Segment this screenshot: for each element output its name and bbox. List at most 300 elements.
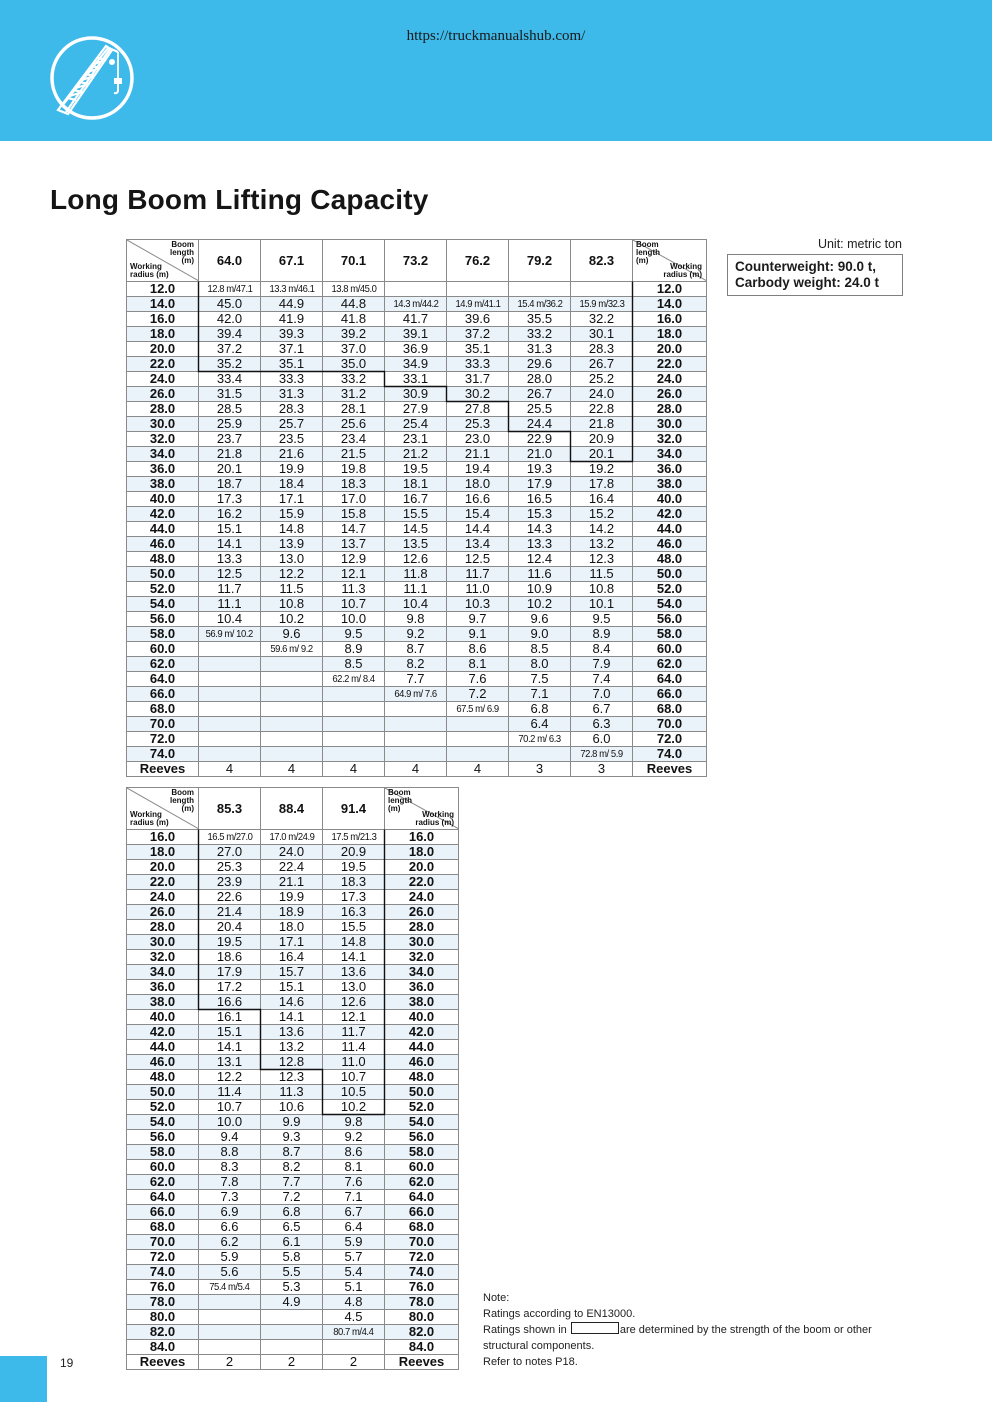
table-row bbox=[127, 1295, 459, 1310]
page-title: Long Boom Lifting Capacity bbox=[50, 184, 429, 215]
table-row bbox=[127, 1190, 459, 1205]
table-row bbox=[127, 1340, 459, 1355]
capacity-cell: 10.4 bbox=[199, 612, 261, 627]
table-row bbox=[127, 1175, 459, 1190]
capacity-cell: 7.5 bbox=[509, 672, 571, 687]
capacity-cell: 10.5 bbox=[323, 1085, 385, 1100]
working-radius-cell: 66.0 bbox=[633, 687, 707, 702]
capacity-cell bbox=[199, 1325, 261, 1340]
working-radius-cell: 82.0 bbox=[385, 1325, 459, 1340]
capacity-cell: 12.5 bbox=[447, 552, 509, 567]
boom-length-header: 91.4 bbox=[323, 788, 385, 830]
capacity-cell: 14.7 bbox=[323, 522, 385, 537]
capacity-cell: 35.2 bbox=[199, 357, 261, 372]
capacity-cell: 11.3 bbox=[261, 1085, 323, 1100]
capacity-cell bbox=[199, 717, 261, 732]
capacity-cell: 7.2 bbox=[261, 1190, 323, 1205]
crane-icon bbox=[46, 34, 138, 122]
capacity-cell: 24.0 bbox=[261, 845, 323, 860]
capacity-cell: 18.9 bbox=[261, 905, 323, 920]
capacity-cell: 4.5 bbox=[323, 1310, 385, 1325]
table-row bbox=[127, 447, 707, 462]
table-row bbox=[127, 612, 707, 627]
capacity-cell: 19.2 bbox=[571, 462, 633, 477]
min-radius-capacity: 75.4 m/5.4 bbox=[209, 1281, 250, 1293]
reeves-cell: 2 bbox=[199, 1355, 261, 1370]
capacity-cell: 18.0 bbox=[261, 920, 323, 935]
capacity-cell: 30.9 bbox=[385, 387, 447, 402]
table-row bbox=[127, 282, 707, 297]
table-row bbox=[127, 522, 707, 537]
capacity-cell bbox=[509, 732, 571, 747]
capacity-cell: 5.6 bbox=[199, 1265, 261, 1280]
capacity-cell bbox=[199, 747, 261, 762]
working-radius-cell: 42.0 bbox=[127, 507, 199, 522]
corner-header-right bbox=[385, 788, 459, 830]
table-row bbox=[127, 642, 707, 657]
working-radius-cell: 58.0 bbox=[127, 627, 199, 642]
capacity-cell bbox=[323, 1340, 385, 1355]
boom-length-header: 79.2 bbox=[509, 240, 571, 282]
capacity-cell: 14.8 bbox=[261, 522, 323, 537]
capacity-cell: 13.9 bbox=[261, 537, 323, 552]
capacity-cell bbox=[261, 282, 323, 297]
table-row bbox=[127, 1235, 459, 1250]
capacity-cell: 7.7 bbox=[261, 1175, 323, 1190]
working-radius-label: Working radius (m) bbox=[663, 262, 702, 279]
capacity-cell: 12.2 bbox=[261, 567, 323, 582]
carbody-weight-text: Carbody weight: 24.0 t bbox=[735, 275, 880, 290]
capacity-cell: 6.4 bbox=[509, 717, 571, 732]
capacity-cell bbox=[323, 732, 385, 747]
working-radius-cell: 44.0 bbox=[385, 1040, 459, 1055]
table-row bbox=[127, 1115, 459, 1130]
capacity-cell: 32.2 bbox=[571, 312, 633, 327]
capacity-cell bbox=[323, 672, 385, 687]
weight-box bbox=[727, 254, 903, 296]
table-row bbox=[127, 507, 707, 522]
capacity-cell: 26.7 bbox=[571, 357, 633, 372]
capacity-cell: 9.6 bbox=[509, 612, 571, 627]
capacity-cell: 16.4 bbox=[261, 950, 323, 965]
working-radius-cell: 80.0 bbox=[127, 1310, 199, 1325]
working-radius-cell: 80.0 bbox=[385, 1310, 459, 1325]
boom-length-label: Boom length (m) bbox=[170, 240, 194, 265]
capacity-cell: 36.9 bbox=[385, 342, 447, 357]
capacity-cell: 21.2 bbox=[385, 447, 447, 462]
capacity-cell: 13.4 bbox=[447, 537, 509, 552]
capacity-cell: 7.0 bbox=[571, 687, 633, 702]
capacity-cell: 8.2 bbox=[261, 1160, 323, 1175]
capacity-cell bbox=[199, 1310, 261, 1325]
working-radius-cell: 56.0 bbox=[633, 612, 707, 627]
capacity-cell bbox=[261, 830, 323, 845]
page-number: 19 bbox=[60, 1356, 74, 1370]
capacity-cell: 27.8 bbox=[447, 402, 509, 417]
capacity-cell: 45.0 bbox=[199, 297, 261, 312]
counterweight-text: Counterweight: 90.0 t, bbox=[735, 259, 877, 274]
notes bbox=[483, 1290, 923, 1370]
capacity-cell: 18.3 bbox=[323, 875, 385, 890]
capacity-cell bbox=[509, 282, 571, 297]
capacity-cell: 28.0 bbox=[509, 372, 571, 387]
working-radius-cell: 50.0 bbox=[127, 567, 199, 582]
capacity-cell: 14.8 bbox=[323, 935, 385, 950]
capacity-cell: 21.6 bbox=[261, 447, 323, 462]
table-row bbox=[127, 1100, 459, 1115]
working-radius-cell: 12.0 bbox=[127, 282, 199, 297]
table-row bbox=[127, 980, 459, 995]
capacity-cell: 5.9 bbox=[323, 1235, 385, 1250]
capacity-cell: 9.5 bbox=[323, 627, 385, 642]
working-radius-cell: 58.0 bbox=[633, 627, 707, 642]
capacity-cell: 19.5 bbox=[199, 935, 261, 950]
table-row bbox=[127, 597, 707, 612]
capacity-cell: 6.0 bbox=[571, 732, 633, 747]
working-radius-cell: 34.0 bbox=[385, 965, 459, 980]
capacity-cell: 15.5 bbox=[323, 920, 385, 935]
reeves-label: Reeves bbox=[633, 762, 707, 777]
capacity-cell: 9.0 bbox=[509, 627, 571, 642]
reeves-cell: 4 bbox=[199, 762, 261, 777]
reeves-label: Reeves bbox=[385, 1355, 459, 1370]
capacity-cell bbox=[261, 1325, 323, 1340]
capacity-cell: 37.2 bbox=[447, 327, 509, 342]
reeves-cell: 4 bbox=[447, 762, 509, 777]
capacity-cell bbox=[385, 687, 447, 702]
capacity-cell: 6.8 bbox=[261, 1205, 323, 1220]
min-radius-capacity: 14.3 m/44.2 bbox=[393, 298, 438, 310]
working-radius-cell: 26.0 bbox=[633, 387, 707, 402]
capacity-cell: 15.1 bbox=[199, 522, 261, 537]
capacity-cell: 12.4 bbox=[509, 552, 571, 567]
capacity-cell: 11.3 bbox=[323, 582, 385, 597]
reeves-cell: 4 bbox=[261, 762, 323, 777]
table-row bbox=[127, 995, 459, 1010]
capacity-cell: 25.7 bbox=[261, 417, 323, 432]
working-radius-cell: 48.0 bbox=[633, 552, 707, 567]
working-radius-cell: 50.0 bbox=[127, 1085, 199, 1100]
table-row bbox=[127, 950, 459, 965]
capacity-cell: 33.3 bbox=[261, 372, 323, 387]
capacity-cell: 19.4 bbox=[447, 462, 509, 477]
working-radius-cell: 54.0 bbox=[633, 597, 707, 612]
working-radius-cell: 40.0 bbox=[127, 492, 199, 507]
capacity-cell: 22.4 bbox=[261, 860, 323, 875]
working-radius-cell: 20.0 bbox=[127, 860, 199, 875]
capacity-cell: 25.3 bbox=[199, 860, 261, 875]
capacity-cell: 10.2 bbox=[261, 612, 323, 627]
working-radius-cell: 52.0 bbox=[127, 582, 199, 597]
capacity-cell bbox=[447, 282, 509, 297]
min-radius-capacity: 17.5 m/21.3 bbox=[331, 831, 376, 843]
capacity-cell bbox=[385, 282, 447, 297]
capacity-cell: 4.8 bbox=[323, 1295, 385, 1310]
capacity-cell bbox=[571, 297, 633, 312]
working-radius-cell: 28.0 bbox=[633, 402, 707, 417]
capacity-cell: 4.9 bbox=[261, 1295, 323, 1310]
table-row bbox=[127, 417, 707, 432]
capacity-cell: 11.5 bbox=[571, 567, 633, 582]
capacity-cell: 17.1 bbox=[261, 935, 323, 950]
reeves-cell: 3 bbox=[509, 762, 571, 777]
capacity-cell: 15.1 bbox=[261, 980, 323, 995]
capacity-cell: 17.2 bbox=[199, 980, 261, 995]
capacity-cell: 14.6 bbox=[261, 995, 323, 1010]
capacity-cell: 15.8 bbox=[323, 507, 385, 522]
capacity-cell: 11.0 bbox=[323, 1055, 385, 1070]
table-row bbox=[127, 890, 459, 905]
capacity-cell: 39.4 bbox=[199, 327, 261, 342]
capacity-cell: 9.2 bbox=[385, 627, 447, 642]
capacity-cell: 28.3 bbox=[571, 342, 633, 357]
capacity-cell: 16.2 bbox=[199, 507, 261, 522]
corner-header-left bbox=[127, 240, 199, 282]
capacity-cell: 13.3 bbox=[509, 537, 571, 552]
table-row bbox=[127, 372, 707, 387]
working-radius-cell: 66.0 bbox=[127, 1205, 199, 1220]
capacity-cell: 6.3 bbox=[571, 717, 633, 732]
min-radius-capacity: 15.9 m/32.3 bbox=[579, 298, 624, 310]
capacity-cell bbox=[261, 732, 323, 747]
capacity-cell: 7.1 bbox=[323, 1190, 385, 1205]
table-row bbox=[127, 672, 707, 687]
working-radius-cell: 52.0 bbox=[633, 582, 707, 597]
working-radius-cell: 48.0 bbox=[385, 1070, 459, 1085]
capacity-cell: 9.6 bbox=[261, 627, 323, 642]
capacity-cell bbox=[261, 747, 323, 762]
working-radius-cell: 24.0 bbox=[127, 372, 199, 387]
site-url[interactable]: https://truckmanualshub.com/ bbox=[406, 28, 586, 44]
table-row bbox=[127, 1040, 459, 1055]
capacity-cell: 10.7 bbox=[323, 597, 385, 612]
working-radius-cell: 60.0 bbox=[127, 642, 199, 657]
working-radius-cell: 76.0 bbox=[385, 1280, 459, 1295]
table-row bbox=[127, 402, 707, 417]
capacity-cell: 11.1 bbox=[199, 597, 261, 612]
capacity-cell: 35.1 bbox=[447, 342, 509, 357]
working-radius-cell: 20.0 bbox=[127, 342, 199, 357]
capacity-cell: 8.0 bbox=[509, 657, 571, 672]
table-row bbox=[127, 297, 707, 312]
table-row bbox=[127, 702, 707, 717]
capacity-cell: 11.1 bbox=[385, 582, 447, 597]
min-radius-capacity: 64.9 m/ 7.6 bbox=[394, 688, 437, 700]
working-radius-cell: 68.0 bbox=[127, 1220, 199, 1235]
capacity-cell: 5.1 bbox=[323, 1280, 385, 1295]
capacity-cell: 10.4 bbox=[385, 597, 447, 612]
capacity-cell bbox=[323, 747, 385, 762]
capacity-cell bbox=[261, 642, 323, 657]
capacity-cell: 19.5 bbox=[385, 462, 447, 477]
capacity-cell bbox=[261, 702, 323, 717]
capacity-cell: 15.9 bbox=[261, 507, 323, 522]
capacity-cell: 21.1 bbox=[447, 447, 509, 462]
working-radius-cell: 54.0 bbox=[127, 1115, 199, 1130]
capacity-cell: 11.6 bbox=[509, 567, 571, 582]
capacity-cell: 27.0 bbox=[199, 845, 261, 860]
capacity-cell bbox=[199, 627, 261, 642]
capacity-cell: 14.5 bbox=[385, 522, 447, 537]
table-row bbox=[127, 1250, 459, 1265]
capacity-cell: 14.2 bbox=[571, 522, 633, 537]
working-radius-cell: 30.0 bbox=[385, 935, 459, 950]
capacity-cell: 14.1 bbox=[199, 1040, 261, 1055]
notes-line-2 bbox=[483, 1322, 923, 1338]
boom-length-header: 64.0 bbox=[199, 240, 261, 282]
capacity-cell: 9.8 bbox=[385, 612, 447, 627]
min-radius-capacity: 70.2 m/ 6.3 bbox=[518, 733, 561, 745]
capacity-cell: 5.5 bbox=[261, 1265, 323, 1280]
working-radius-cell: 46.0 bbox=[127, 537, 199, 552]
reeves-cell: 3 bbox=[571, 762, 633, 777]
min-radius-capacity: 67.5 m/ 6.9 bbox=[456, 703, 499, 715]
capacity-cell: 37.0 bbox=[323, 342, 385, 357]
capacity-cell: 25.4 bbox=[385, 417, 447, 432]
working-radius-cell: 26.0 bbox=[127, 387, 199, 402]
unit-label: Unit: metric ton bbox=[817, 237, 902, 251]
working-radius-cell: 14.0 bbox=[127, 297, 199, 312]
capacity-cell: 24.0 bbox=[571, 387, 633, 402]
table-row bbox=[127, 327, 707, 342]
capacity-cell: 11.7 bbox=[323, 1025, 385, 1040]
capacity-cell: 14.4 bbox=[447, 522, 509, 537]
capacity-cell: 13.2 bbox=[261, 1040, 323, 1055]
capacity-cell bbox=[261, 672, 323, 687]
capacity-cell: 11.7 bbox=[199, 582, 261, 597]
capacity-cell: 27.9 bbox=[385, 402, 447, 417]
capacity-cell: 17.1 bbox=[261, 492, 323, 507]
capacity-cell: 16.1 bbox=[199, 1010, 261, 1025]
table-row bbox=[127, 875, 459, 890]
working-radius-cell: 34.0 bbox=[633, 447, 707, 462]
working-radius-cell: 38.0 bbox=[127, 995, 199, 1010]
capacity-cell: 30.2 bbox=[447, 387, 509, 402]
capacity-cell: 19.8 bbox=[323, 462, 385, 477]
capacity-cell: 34.9 bbox=[385, 357, 447, 372]
capacity-cell: 44.9 bbox=[261, 297, 323, 312]
boom-length-label: Boom length (m) bbox=[170, 788, 194, 813]
capacity-cell bbox=[199, 657, 261, 672]
working-radius-cell: 50.0 bbox=[385, 1085, 459, 1100]
working-radius-cell: 66.0 bbox=[385, 1205, 459, 1220]
capacity-cell: 25.3 bbox=[447, 417, 509, 432]
table-row bbox=[127, 717, 707, 732]
working-radius-cell: 44.0 bbox=[127, 1040, 199, 1055]
capacity-cell: 15.7 bbox=[261, 965, 323, 980]
working-radius-cell: 62.0 bbox=[385, 1175, 459, 1190]
capacity-cell bbox=[199, 702, 261, 717]
capacity-cell: 5.3 bbox=[261, 1280, 323, 1295]
capacity-cell bbox=[199, 672, 261, 687]
table-row bbox=[127, 627, 707, 642]
capacity-cell: 15.3 bbox=[509, 507, 571, 522]
capacity-cell: 19.3 bbox=[509, 462, 571, 477]
capacity-cell: 35.5 bbox=[509, 312, 571, 327]
capacity-cell: 17.3 bbox=[199, 492, 261, 507]
capacity-cell: 17.9 bbox=[509, 477, 571, 492]
capacity-cell: 7.3 bbox=[199, 1190, 261, 1205]
working-radius-cell: 22.0 bbox=[633, 357, 707, 372]
working-radius-cell: 22.0 bbox=[127, 357, 199, 372]
capacity-cell: 17.9 bbox=[199, 965, 261, 980]
table-row bbox=[127, 1085, 459, 1100]
notes-heading: Note: bbox=[483, 1292, 510, 1304]
capacity-cell: 23.5 bbox=[261, 432, 323, 447]
working-radius-cell: 38.0 bbox=[385, 995, 459, 1010]
capacity-cell: 6.9 bbox=[199, 1205, 261, 1220]
working-radius-label: Working radius (m) bbox=[130, 262, 169, 279]
capacity-cell: 6.7 bbox=[571, 702, 633, 717]
capacity-cell: 11.4 bbox=[323, 1040, 385, 1055]
working-radius-cell: 36.0 bbox=[385, 980, 459, 995]
working-radius-cell: 84.0 bbox=[385, 1340, 459, 1355]
min-radius-capacity: 56.9 m/ 10.2 bbox=[205, 628, 254, 640]
capacity-cell: 8.8 bbox=[199, 1145, 261, 1160]
capacity-cell: 6.8 bbox=[509, 702, 571, 717]
boom-length-header: 76.2 bbox=[447, 240, 509, 282]
working-radius-cell: 60.0 bbox=[633, 642, 707, 657]
capacity-cell: 16.5 bbox=[509, 492, 571, 507]
capacity-cell: 41.7 bbox=[385, 312, 447, 327]
working-radius-cell: 42.0 bbox=[127, 1025, 199, 1040]
boom-length-header: 73.2 bbox=[385, 240, 447, 282]
table-row bbox=[127, 732, 707, 747]
capacity-cell bbox=[447, 702, 509, 717]
working-radius-cell: 16.0 bbox=[127, 312, 199, 327]
capacity-cell: 16.6 bbox=[447, 492, 509, 507]
capacity-cell: 42.0 bbox=[199, 312, 261, 327]
working-radius-cell: 46.0 bbox=[127, 1055, 199, 1070]
table-row bbox=[127, 1160, 459, 1175]
capacity-cell bbox=[385, 702, 447, 717]
working-radius-cell: 64.0 bbox=[127, 1190, 199, 1205]
capacity-cell: 11.0 bbox=[447, 582, 509, 597]
capacity-cell: 8.5 bbox=[509, 642, 571, 657]
working-radius-cell: 76.0 bbox=[127, 1280, 199, 1295]
capacity-cell: 8.9 bbox=[323, 642, 385, 657]
capacity-cell bbox=[323, 1325, 385, 1340]
capacity-cell: 35.1 bbox=[261, 357, 323, 372]
capacity-cell: 29.6 bbox=[509, 357, 571, 372]
capacity-cell: 33.2 bbox=[323, 372, 385, 387]
capacity-cell: 39.2 bbox=[323, 327, 385, 342]
capacity-cell: 39.6 bbox=[447, 312, 509, 327]
capacity-cell: 12.2 bbox=[199, 1070, 261, 1085]
capacity-cell bbox=[261, 717, 323, 732]
capacity-cell: 15.2 bbox=[571, 507, 633, 522]
working-radius-cell: 16.0 bbox=[127, 830, 199, 845]
capacity-cell: 5.7 bbox=[323, 1250, 385, 1265]
capacity-cell: 8.9 bbox=[571, 627, 633, 642]
capacity-cell: 23.7 bbox=[199, 432, 261, 447]
capacity-cell: 8.3 bbox=[199, 1160, 261, 1175]
capacity-cell bbox=[199, 1340, 261, 1355]
capacity-cell: 24.4 bbox=[509, 417, 571, 432]
page-corner-block bbox=[0, 1356, 47, 1402]
working-radius-cell: 18.0 bbox=[633, 327, 707, 342]
capacity-cell: 11.5 bbox=[261, 582, 323, 597]
capacity-cell: 16.3 bbox=[323, 905, 385, 920]
table-row bbox=[127, 1265, 459, 1280]
capacity-cell: 37.1 bbox=[261, 342, 323, 357]
table-row bbox=[127, 537, 707, 552]
capacity-cell: 13.6 bbox=[323, 965, 385, 980]
capacity-cell: 6.2 bbox=[199, 1235, 261, 1250]
capacity-cell: 33.4 bbox=[199, 372, 261, 387]
capacity-cell: 22.9 bbox=[509, 432, 571, 447]
boom-length-label: Boom length (m) bbox=[636, 240, 660, 265]
